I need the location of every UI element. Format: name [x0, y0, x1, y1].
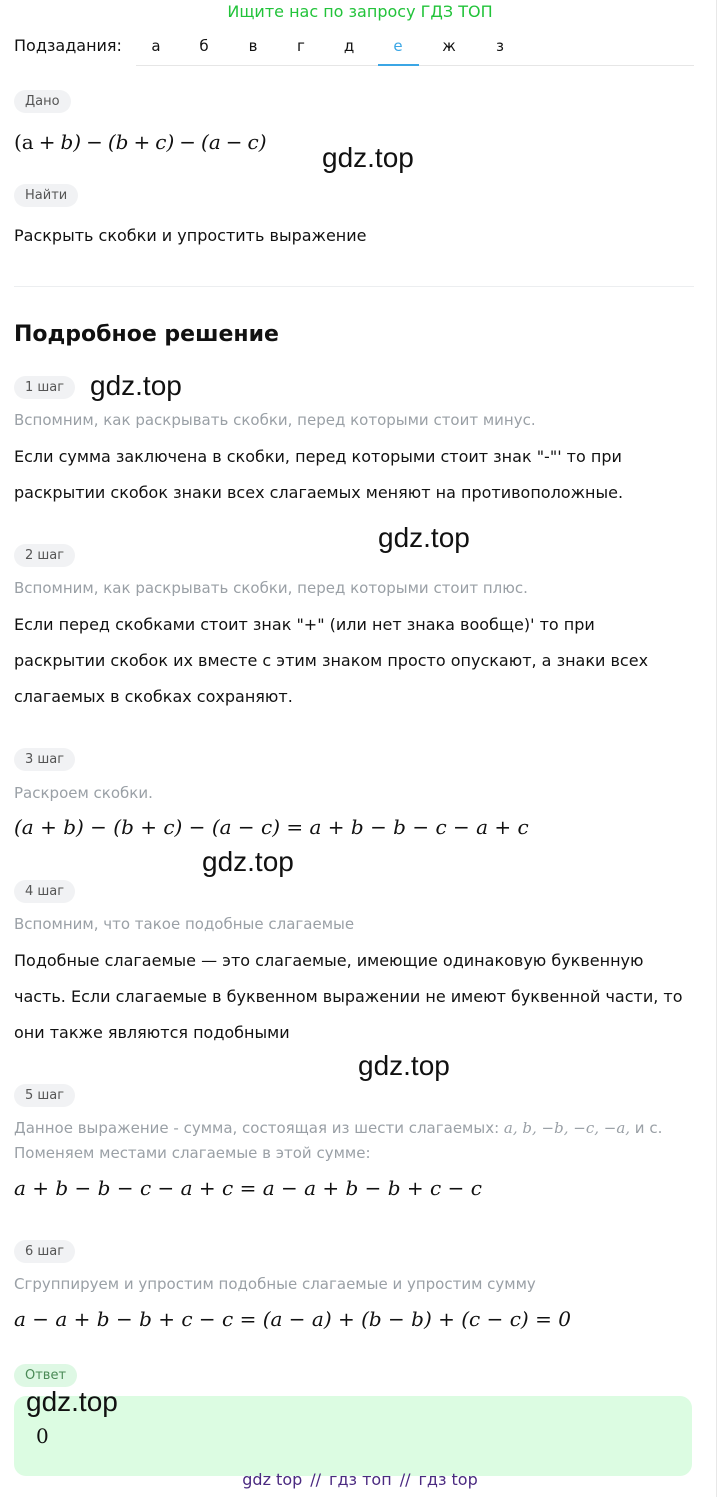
solution-title: Подробное решение	[14, 322, 279, 347]
given-expression: (a + b) − (b + c) − (a − c)	[14, 130, 267, 154]
watermark: gdz.top	[90, 370, 182, 401]
step-2-badge: 2 шаг	[14, 544, 75, 567]
watermark: gdz.top	[378, 522, 470, 553]
step-4-hint: Вспомним, что такое подобные слагаемые	[14, 915, 355, 933]
watermark: gdz.top	[202, 846, 294, 877]
tab-v[interactable]: в	[248, 37, 258, 55]
tab-zh[interactable]: ж	[442, 37, 456, 55]
answer-badge: Ответ	[14, 1364, 77, 1387]
find-text: Раскрыть скобки и упростить выражение	[14, 226, 367, 245]
tab-b[interactable]: б	[199, 37, 209, 55]
step-5-hint: Данное выражение - сумма, состоящая из шести слагаемых: a, b, −b, −c, −a, и c.	[14, 1119, 663, 1137]
step-6-hint: Сгруппируем и упростим подобные слагаемые и упростим сумму	[14, 1275, 536, 1293]
step-5-formula: a + b − b − c − a + c = a − a + b − b + c − c	[14, 1176, 482, 1200]
step-5-badge: 5 шаг	[14, 1084, 75, 1107]
watermark: gdz.top	[358, 1050, 450, 1081]
find-badge: Найти	[14, 184, 78, 207]
footer-link-1[interactable]: gdz top	[242, 1470, 303, 1489]
tab-d[interactable]: д	[343, 37, 355, 55]
step-4-line-1: Подобные слагаемые — это слагаемые, имеющие одинаковую буквенную	[14, 951, 644, 970]
tab-g[interactable]: г	[297, 37, 305, 55]
step-4-line-2: часть. Если слагаемые в буквенном выражении не имеют буквенной части, то	[14, 987, 683, 1006]
footer-link-3[interactable]: гдз top	[418, 1470, 478, 1489]
step-5-hint-2: Поменяем местами слагаемые в этой сумме:	[14, 1144, 371, 1162]
step-1-line-1: Если сумма заключена в скобки, перед которыми стоит знак "-"' то при	[14, 447, 622, 466]
footer-separator: //	[399, 1470, 411, 1489]
step-1-hint: Вспомним, как раскрывать скобки, перед которыми стоит минус.	[14, 411, 536, 429]
watermark: gdz.top	[322, 142, 414, 173]
search-banner: Ищите нас по запросу ГДЗ ТОП	[227, 2, 493, 21]
subtasks-label: Подзадания:	[14, 36, 122, 55]
step-2-hint: Вспомним, как раскрывать скобки, перед которыми стоит плюс.	[14, 579, 528, 597]
footer-links	[0, 1470, 720, 1489]
tab-z[interactable]: з	[496, 37, 504, 55]
watermark: gdz.top	[26, 1386, 118, 1417]
step-1-line-2: раскрытии скобок знаки всех слагаемых меняют на противоположные.	[14, 483, 624, 502]
step-3-hint: Раскроем скобки.	[14, 784, 153, 802]
step-2-line-1: Если перед скобками стоит знак "+" (или нет знака вообще)' то при	[14, 615, 595, 634]
answer-value: 0	[36, 1424, 49, 1448]
step-1-badge: 1 шаг	[14, 376, 75, 399]
section-divider	[14, 286, 694, 287]
tab-e-active[interactable]: е	[393, 37, 403, 55]
given-badge: Дано	[14, 90, 71, 113]
active-tab-underline	[378, 64, 419, 66]
footer-link-2[interactable]: гдз топ	[329, 1470, 392, 1489]
step-4-badge: 4 шаг	[14, 880, 75, 903]
page-edge-line	[716, 0, 717, 1497]
step-4-line-3: они также являются подобными	[14, 1023, 290, 1042]
step-2-line-3: слагаемых в скобках сохраняют.	[14, 687, 293, 706]
step-6-formula: a − a + b − b + c − c = (a − a) + (b − b) + (c − c) = 0	[14, 1307, 571, 1331]
step-3-badge: 3 шаг	[14, 748, 75, 771]
footer-separator: //	[310, 1470, 322, 1489]
tab-a[interactable]: а	[151, 37, 161, 55]
step-6-badge: 6 шаг	[14, 1240, 75, 1263]
step-2-line-2: раскрытии скобок их вместе с этим знаком просто опускают, а знаки всех	[14, 651, 649, 670]
step-3-formula: (a + b) − (b + c) − (a − c) = a + b − b − c − a + c	[14, 815, 529, 839]
